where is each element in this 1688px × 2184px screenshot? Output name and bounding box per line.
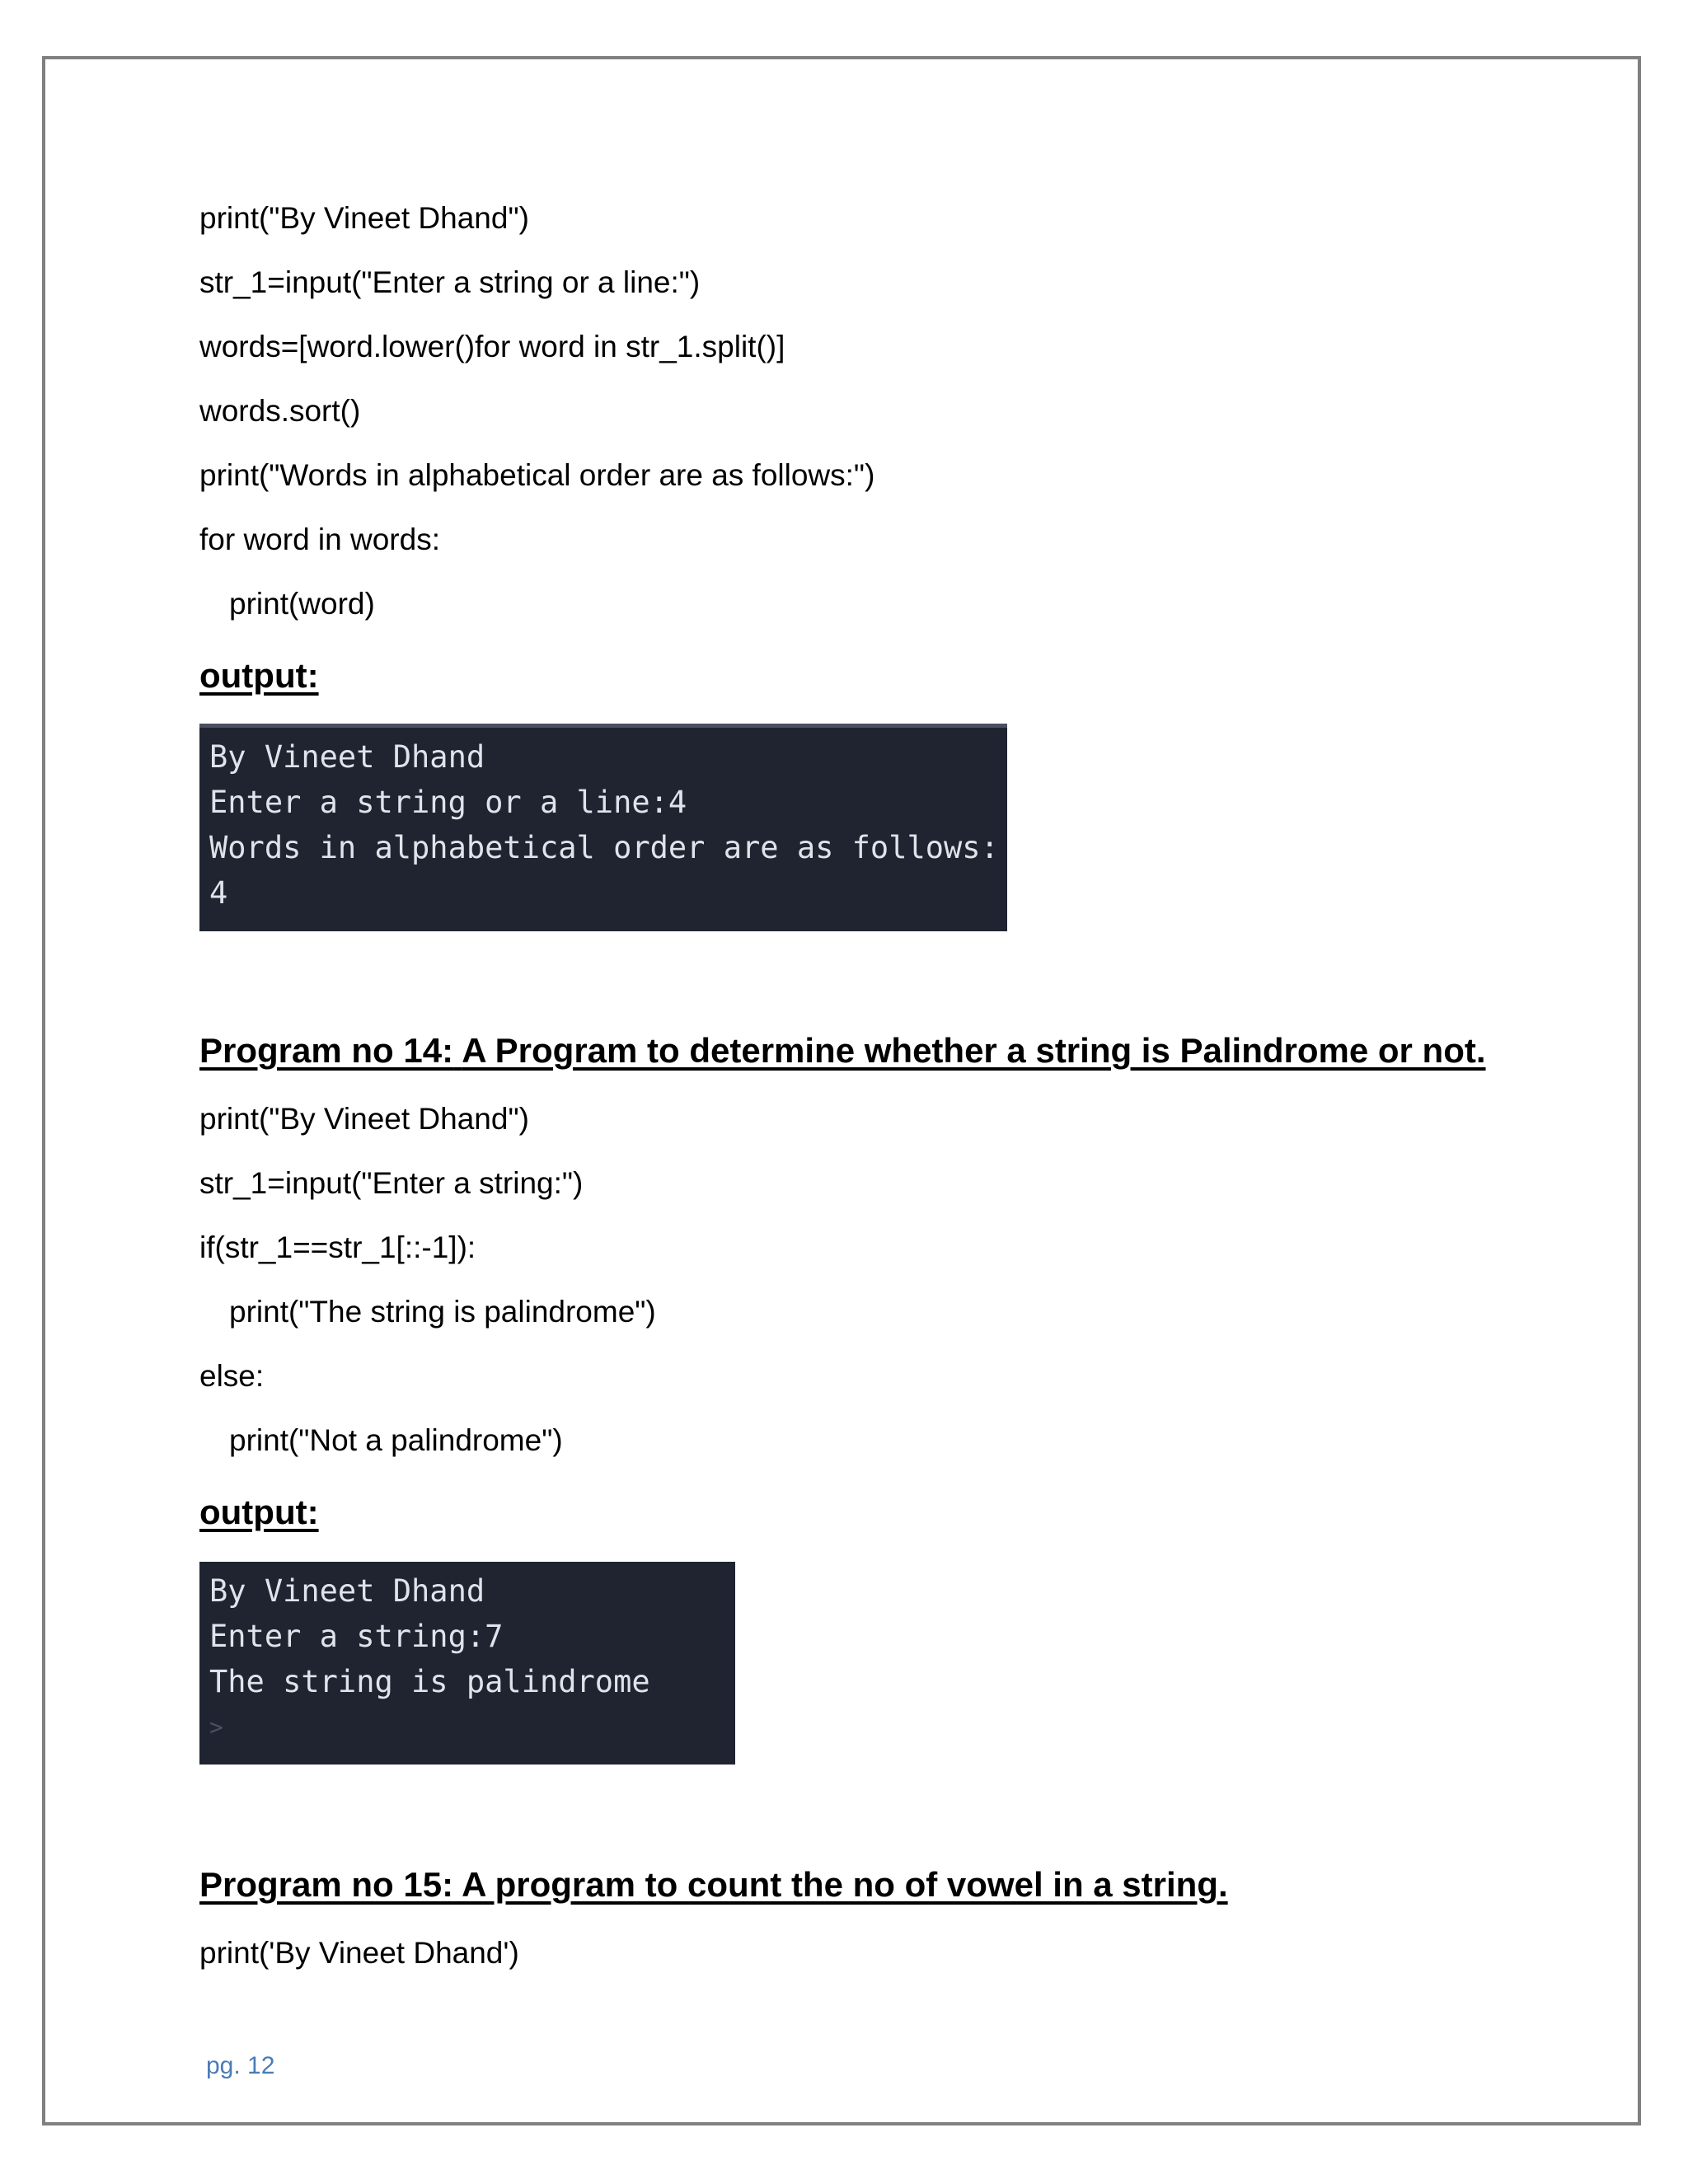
code-line: words=[word.lower()for word in str_1.split()] — [199, 330, 785, 363]
program-title: A Program to determine whether a string is Palindrome or not. — [462, 1031, 1486, 1070]
code-line: str_1=input("Enter a string:") — [199, 1166, 584, 1200]
page-number: pg. 12 — [206, 2052, 275, 2079]
program-heading — [199, 1030, 1486, 1071]
terminal-prompt: > — [209, 1713, 223, 1741]
code-line: else: — [199, 1359, 265, 1393]
program-number: Program no 14: — [199, 1031, 454, 1070]
terminal-line: The string is palindrome — [209, 1664, 650, 1699]
output-label: output: — [199, 656, 319, 695]
terminal-output — [199, 1562, 735, 1765]
terminal-line: Enter a string:7 — [209, 1619, 504, 1654]
terminal-line: 4 — [209, 875, 228, 911]
code-line: words.sort() — [199, 394, 361, 428]
code-line: print('By Vineet Dhand') — [199, 1936, 519, 1970]
code-line: print("By Vineet Dhand") — [199, 1102, 529, 1136]
terminal-line: Enter a string or a line:4 — [209, 785, 687, 820]
code-line: print("By Vineet Dhand") — [199, 201, 529, 235]
terminal-output — [199, 724, 1007, 931]
code-line: str_1=input("Enter a string or a line:") — [199, 265, 701, 299]
terminal-line: Words in alphabetical order are as follows: — [209, 830, 999, 865]
code-line: print("Not a palindrome") — [229, 1423, 563, 1457]
code-line: for word in words: — [199, 523, 440, 556]
page-border — [42, 56, 1641, 2125]
code-line: print("Words in alphabetical order are as follows:") — [199, 458, 875, 492]
output-label: output: — [199, 1493, 319, 1531]
terminal-line: By Vineet Dhand — [209, 1573, 485, 1609]
code-line: if(str_1==str_1[::-1]): — [199, 1230, 476, 1264]
program-heading: Program no 15: A program to count the no of vowel in a string. — [199, 1865, 1228, 1904]
code-line: print("The string is palindrome") — [229, 1295, 656, 1329]
code-line: print(word) — [229, 587, 375, 621]
terminal-line: By Vineet Dhand — [209, 739, 485, 775]
